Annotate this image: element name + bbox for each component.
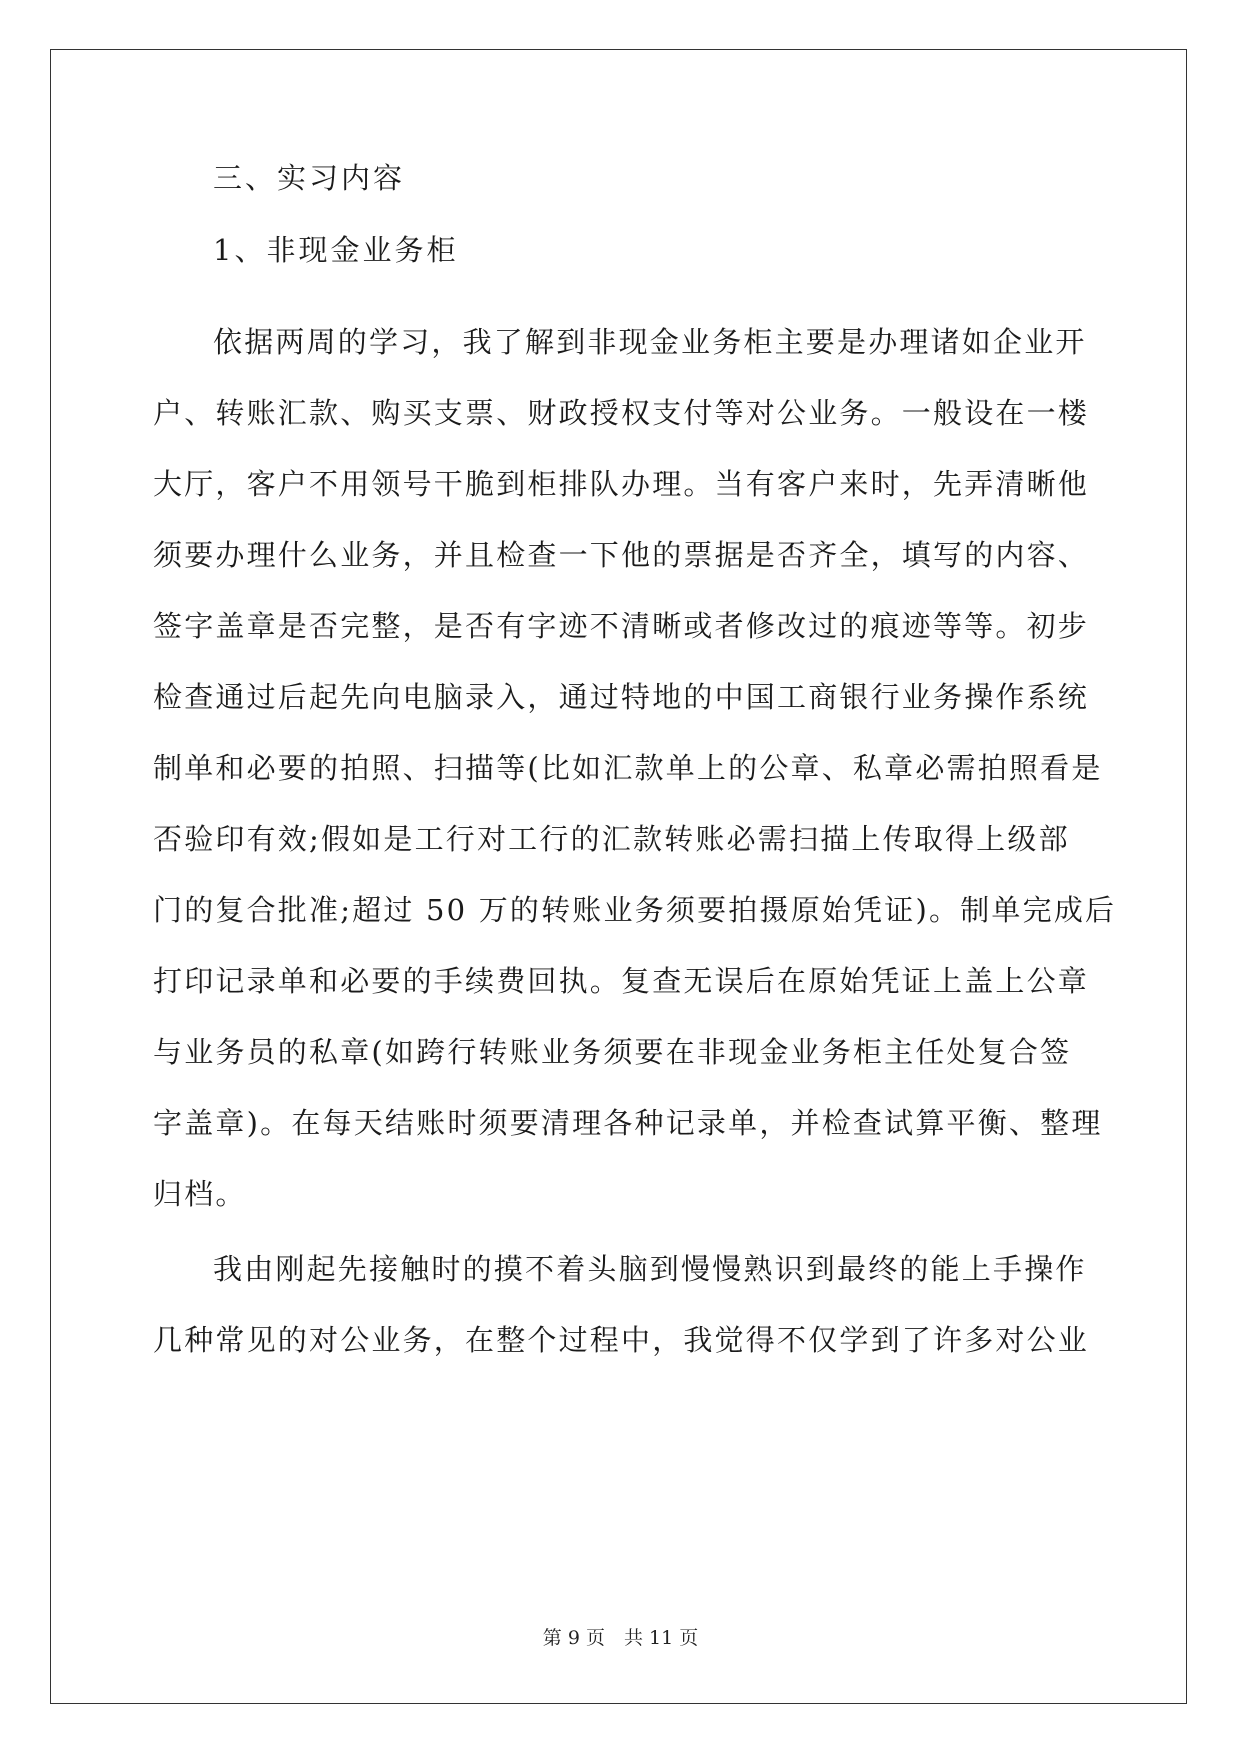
paragraph-line: 须要办理什么业务，并且检查一下他的票据是否齐全，填写的内容、 — [153, 538, 1090, 572]
page-number: 第 9 页 共 11 页 — [542, 1627, 699, 1649]
paragraph-line: 与业务员的私章(如跨行转账业务须要在非现金业务柜主任处复合签 — [153, 1035, 1072, 1069]
paragraph-line: 归档。 — [153, 1177, 247, 1211]
paragraph-line: 几种常见的对公业务，在整个过程中，我觉得不仅学到了许多对公业 — [153, 1323, 1090, 1357]
section-heading: 三、实习内容 — [213, 161, 406, 195]
paragraph-line: 户、转账汇款、购买支票、财政授权支付等对公业务。一般设在一楼 — [153, 396, 1090, 430]
paragraph-line: 门的复合批准;超过 50 万的转账业务须要拍摄原始凭证)。制单完成后 — [153, 893, 1117, 927]
paragraph-line: 大厅，客户不用领号干脆到柜排队办理。当有客户来时，先弄清晰他 — [153, 467, 1090, 501]
paragraph-line: 打印记录单和必要的手续费回执。复查无误后在原始凭证上盖上公章 — [153, 964, 1090, 998]
paragraph-line: 否验印有效;假如是工行对工行的汇款转账必需扫描上传取得上级部 — [153, 822, 1070, 856]
paragraph-2 — [153, 1234, 1090, 1376]
paragraph-line: 检查通过后起先向电脑录入，通过特地的中国工商银行业务操作系统 — [153, 680, 1090, 714]
subsection-heading: 1、非现金业务柜 — [213, 233, 459, 267]
paragraph-line: 依据两周的学习，我了解到非现金业务柜主要是办理诸如企业开 — [213, 325, 1087, 359]
paragraph-line: 我由刚起先接触时的摸不着头脑到慢慢熟识到最终的能上手操作 — [213, 1252, 1087, 1286]
paragraph-line: 签字盖章是否完整，是否有字迹不清晰或者修改过的痕迹等等。初步 — [153, 609, 1090, 643]
document-body — [153, 161, 1117, 1376]
paragraph-line: 字盖章)。在每天结账时须要清理各种记录单，并检查试算平衡、整理 — [153, 1106, 1103, 1140]
paragraph-1 — [153, 307, 1117, 1230]
paragraph-line: 制单和必要的拍照、扫描等(比如汇款单上的公章、私章必需拍照看是 — [153, 751, 1103, 785]
